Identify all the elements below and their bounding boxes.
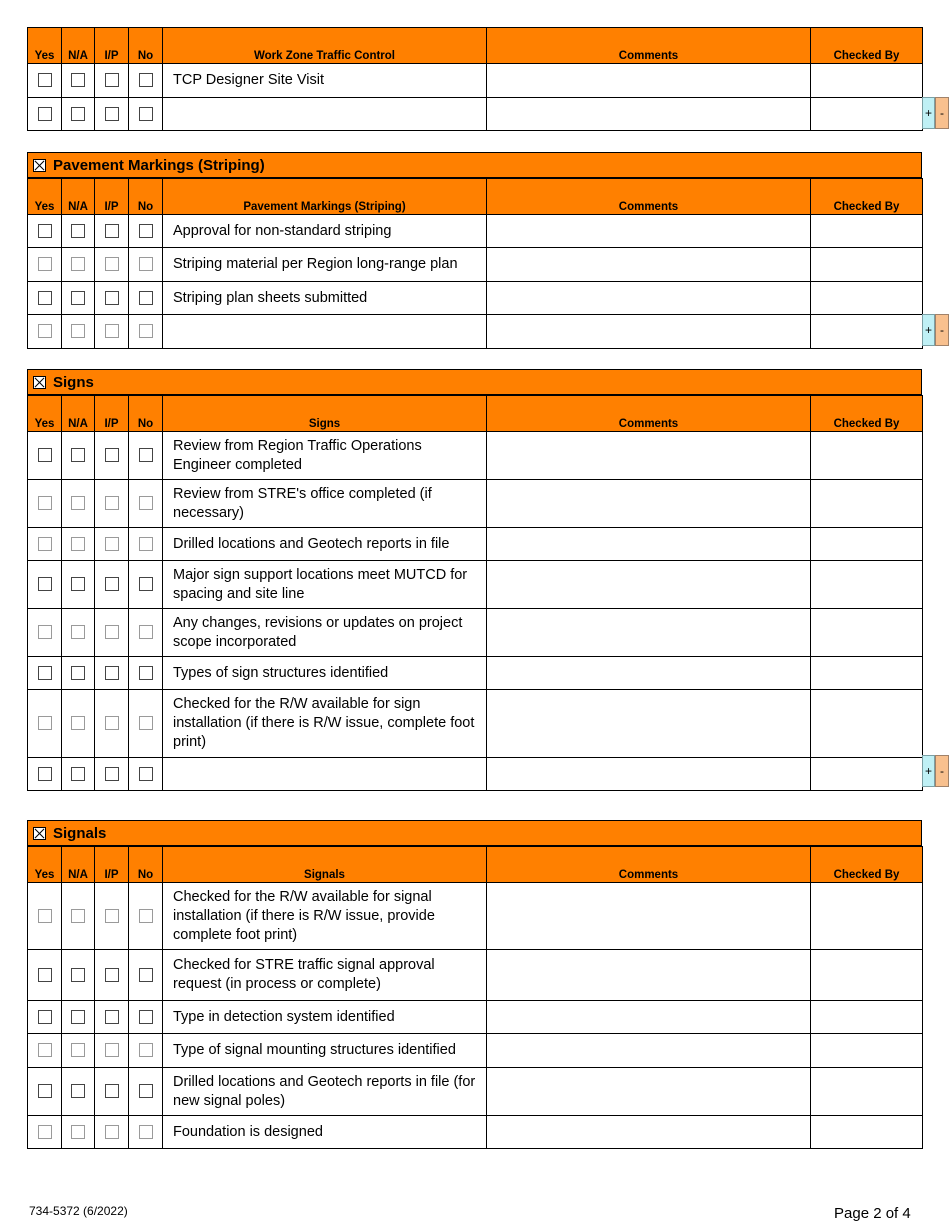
checked-by-field[interactable] — [811, 1068, 923, 1116]
yes-checkbox[interactable] — [38, 767, 52, 781]
no-checkbox[interactable] — [139, 767, 153, 781]
item-text: Type of signal mounting structures identified — [163, 1034, 487, 1068]
ip-column-header: I/P — [95, 396, 129, 432]
checked-by-field[interactable] — [811, 480, 923, 528]
form-number: 734-5372 (6/2022) — [29, 1204, 128, 1218]
page-number: Page 2 of 4 — [834, 1205, 911, 1222]
yes-checkbox[interactable] — [38, 324, 52, 338]
comments-field[interactable] — [487, 480, 811, 528]
checked-by-column-header: Checked By — [811, 179, 923, 215]
ip-checkbox[interactable] — [105, 909, 119, 923]
yes-checkbox[interactable] — [38, 968, 52, 982]
section-title: Signals — [53, 824, 107, 842]
no-column-header: No — [129, 396, 163, 432]
item-field[interactable] — [163, 758, 487, 791]
no-column-header: No — [129, 28, 163, 64]
section-toggle-checkbox[interactable] — [33, 159, 46, 172]
section-header — [27, 369, 922, 395]
comments-field[interactable] — [487, 690, 811, 758]
item-text: Approval for non-standard striping — [163, 215, 487, 248]
comments-field[interactable] — [487, 98, 811, 131]
ip-checkbox[interactable] — [105, 1010, 119, 1024]
table-row — [28, 248, 923, 282]
section-header — [27, 152, 922, 178]
ip-checkbox[interactable] — [105, 73, 119, 87]
item-field[interactable] — [163, 315, 487, 349]
ip-checkbox[interactable] — [105, 224, 119, 238]
comments-field[interactable] — [487, 528, 811, 561]
no-checkbox[interactable] — [139, 496, 153, 510]
ip-checkbox[interactable] — [105, 716, 119, 730]
table-row — [28, 1001, 923, 1034]
section-header — [27, 820, 922, 846]
yes-checkbox[interactable] — [38, 1125, 52, 1139]
checked-by-field[interactable] — [811, 690, 923, 758]
no-checkbox[interactable] — [139, 968, 153, 982]
yes-checkbox[interactable] — [38, 1010, 52, 1024]
ip-column-header: I/P — [95, 847, 129, 883]
no-checkbox[interactable] — [139, 1010, 153, 1024]
table-row — [28, 432, 923, 480]
no-checkbox[interactable] — [139, 1043, 153, 1057]
yes-checkbox[interactable] — [38, 666, 52, 680]
checked-by-field[interactable] — [811, 248, 923, 282]
na-checkbox[interactable] — [71, 1084, 85, 1098]
item-column-header: Signs — [163, 396, 487, 432]
item-text: Review from Region Traffic Operations Engineer completed — [163, 432, 487, 480]
na-checkbox[interactable] — [71, 1125, 85, 1139]
na-checkbox[interactable] — [71, 767, 85, 781]
section-title: Pavement Markings (Striping) — [53, 156, 265, 174]
comments-field[interactable] — [487, 282, 811, 315]
section-title: Signs — [53, 373, 94, 391]
pavement-table — [27, 178, 923, 349]
item-text: Striping plan sheets submitted — [163, 282, 487, 315]
na-column-header: N/A — [62, 396, 95, 432]
comments-field[interactable] — [487, 248, 811, 282]
no-column-header: No — [129, 179, 163, 215]
item-column-header: Pavement Markings (Striping) — [163, 179, 487, 215]
na-checkbox[interactable] — [71, 1010, 85, 1024]
section-toggle-checkbox[interactable] — [33, 827, 46, 840]
comments-field[interactable] — [487, 215, 811, 248]
no-checkbox[interactable] — [139, 257, 153, 271]
item-text: Types of sign structures identified — [163, 657, 487, 690]
comments-field[interactable] — [487, 1001, 811, 1034]
na-checkbox[interactable] — [71, 716, 85, 730]
ip-checkbox[interactable] — [105, 496, 119, 510]
item-text: Review from STRE's office completed (if necessary) — [163, 480, 487, 528]
checked-by-field[interactable] — [811, 315, 923, 349]
na-column-header: N/A — [62, 847, 95, 883]
ip-checkbox[interactable] — [105, 767, 119, 781]
comments-field[interactable] — [487, 758, 811, 791]
no-checkbox[interactable] — [139, 224, 153, 238]
na-checkbox[interactable] — [71, 968, 85, 982]
checked-by-field[interactable] — [811, 657, 923, 690]
comments-field[interactable] — [487, 561, 811, 609]
comments-field[interactable] — [487, 609, 811, 657]
item-text: Drilled locations and Geotech reports in file (for new signal poles) — [163, 1068, 487, 1116]
table-row — [28, 883, 923, 950]
na-checkbox[interactable] — [71, 257, 85, 271]
table-row — [28, 1034, 923, 1068]
comments-field[interactable] — [487, 657, 811, 690]
table-row — [28, 480, 923, 528]
signals-table — [27, 846, 923, 1149]
na-checkbox[interactable] — [71, 291, 85, 305]
yes-checkbox[interactable] — [38, 909, 52, 923]
comments-column-header: Comments — [487, 847, 811, 883]
no-checkbox[interactable] — [139, 537, 153, 551]
na-column-header: N/A — [62, 179, 95, 215]
comments-field[interactable] — [487, 1034, 811, 1068]
checked-by-field[interactable] — [811, 883, 923, 950]
comments-field[interactable] — [487, 950, 811, 1001]
yes-checkbox[interactable] — [38, 1043, 52, 1057]
checked-by-field[interactable] — [811, 1001, 923, 1034]
row-controls — [922, 314, 950, 346]
yes-column-header: Yes — [28, 847, 62, 883]
item-field[interactable] — [163, 98, 487, 131]
checked-by-field[interactable] — [811, 1116, 923, 1149]
na-checkbox[interactable] — [71, 666, 85, 680]
table-row — [28, 528, 923, 561]
checked-by-field[interactable] — [811, 1034, 923, 1068]
table-row — [28, 1116, 923, 1149]
ip-checkbox[interactable] — [105, 1125, 119, 1139]
ip-checkbox[interactable] — [105, 448, 119, 462]
no-column-header: No — [129, 847, 163, 883]
table-row — [28, 609, 923, 657]
item-text: Any changes, revisions or updates on project scope incorporated — [163, 609, 487, 657]
na-checkbox[interactable] — [71, 448, 85, 462]
ip-column-header: I/P — [95, 28, 129, 64]
signs-table — [27, 395, 923, 791]
checked-by-field[interactable] — [811, 215, 923, 248]
na-checkbox[interactable] — [71, 496, 85, 510]
ip-checkbox[interactable] — [105, 291, 119, 305]
ip-checkbox[interactable] — [105, 968, 119, 982]
comments-field[interactable] — [487, 432, 811, 480]
add-row-button[interactable]: + — [922, 97, 935, 129]
yes-checkbox[interactable] — [38, 73, 52, 87]
checked-by-column-header: Checked By — [811, 847, 923, 883]
ip-checkbox[interactable] — [105, 666, 119, 680]
yes-checkbox[interactable] — [38, 716, 52, 730]
na-checkbox[interactable] — [71, 577, 85, 591]
checked-by-field[interactable] — [811, 282, 923, 315]
ip-checkbox[interactable] — [105, 1084, 119, 1098]
no-checkbox[interactable] — [139, 716, 153, 730]
yes-checkbox[interactable] — [38, 257, 52, 271]
yes-checkbox[interactable] — [38, 496, 52, 510]
no-checkbox[interactable] — [139, 324, 153, 338]
no-checkbox[interactable] — [139, 73, 153, 87]
item-column-header: Signals — [163, 847, 487, 883]
na-column-header: N/A — [62, 28, 95, 64]
table-row — [28, 1068, 923, 1116]
comments-field[interactable] — [487, 883, 811, 950]
column-header-row — [28, 28, 923, 64]
na-checkbox[interactable] — [71, 224, 85, 238]
item-column-header: Work Zone Traffic Control — [163, 28, 487, 64]
na-checkbox[interactable] — [71, 324, 85, 338]
checked-by-field[interactable] — [811, 609, 923, 657]
no-checkbox[interactable] — [139, 291, 153, 305]
table-row — [28, 561, 923, 609]
ip-checkbox[interactable] — [105, 577, 119, 591]
na-checkbox[interactable] — [71, 1043, 85, 1057]
na-checkbox[interactable] — [71, 909, 85, 923]
checked-by-field[interactable] — [811, 561, 923, 609]
ip-column-header: I/P — [95, 179, 129, 215]
checked-by-field[interactable] — [811, 758, 923, 791]
item-text: Checked for STRE traffic signal approval request (in process or complete) — [163, 950, 487, 1001]
ip-checkbox[interactable] — [105, 257, 119, 271]
add-row-button[interactable]: + — [922, 314, 935, 346]
checked-by-field[interactable] — [811, 528, 923, 561]
table-row — [28, 758, 923, 791]
table-row — [28, 64, 923, 98]
ip-checkbox[interactable] — [105, 537, 119, 551]
table-row — [28, 282, 923, 315]
table-row — [28, 690, 923, 758]
remove-row-button[interactable]: - — [935, 97, 949, 129]
na-checkbox[interactable] — [71, 537, 85, 551]
item-text: Type in detection system identified — [163, 1001, 487, 1034]
yes-checkbox[interactable] — [38, 537, 52, 551]
na-checkbox[interactable] — [71, 73, 85, 87]
column-header-row — [28, 847, 923, 883]
yes-column-header: Yes — [28, 179, 62, 215]
comments-field[interactable] — [487, 1116, 811, 1149]
comments-field[interactable] — [487, 1068, 811, 1116]
item-text: Checked for the R/W available for sign installation (if there is R/W issue, complete foot print) — [163, 690, 487, 758]
ip-checkbox[interactable] — [105, 324, 119, 338]
yes-checkbox[interactable] — [38, 625, 52, 639]
checked-by-field[interactable] — [811, 432, 923, 480]
table-row — [28, 98, 923, 131]
table-row — [28, 950, 923, 1001]
checked-by-field[interactable] — [811, 98, 923, 131]
item-text: Foundation is designed — [163, 1116, 487, 1149]
ip-checkbox[interactable] — [105, 107, 119, 121]
yes-checkbox[interactable] — [38, 107, 52, 121]
table-row — [28, 315, 923, 349]
yes-checkbox[interactable] — [38, 1084, 52, 1098]
checked-by-field[interactable] — [811, 950, 923, 1001]
no-checkbox[interactable] — [139, 577, 153, 591]
comments-field[interactable] — [487, 64, 811, 98]
yes-column-header: Yes — [28, 28, 62, 64]
ip-checkbox[interactable] — [105, 625, 119, 639]
add-row-button[interactable]: + — [922, 755, 935, 787]
item-text: Drilled locations and Geotech reports in file — [163, 528, 487, 561]
yes-checkbox[interactable] — [38, 291, 52, 305]
item-text: Checked for the R/W available for signal installation (if there is R/W issue, provide complete foot print) — [163, 883, 487, 950]
comments-column-header: Comments — [487, 28, 811, 64]
yes-checkbox[interactable] — [38, 448, 52, 462]
column-header-row — [28, 179, 923, 215]
row-controls — [922, 97, 950, 129]
comments-column-header: Comments — [487, 396, 811, 432]
table-row — [28, 215, 923, 248]
remove-row-button[interactable]: - — [935, 314, 949, 346]
na-checkbox[interactable] — [71, 625, 85, 639]
comments-field[interactable] — [487, 315, 811, 349]
no-checkbox[interactable] — [139, 448, 153, 462]
yes-checkbox[interactable] — [38, 577, 52, 591]
checked-by-column-header: Checked By — [811, 28, 923, 64]
no-checkbox[interactable] — [139, 625, 153, 639]
no-checkbox[interactable] — [139, 107, 153, 121]
yes-checkbox[interactable] — [38, 224, 52, 238]
checked-by-field[interactable] — [811, 64, 923, 98]
no-checkbox[interactable] — [139, 909, 153, 923]
item-text: Striping material per Region long-range plan — [163, 248, 487, 282]
yes-column-header: Yes — [28, 396, 62, 432]
section-toggle-checkbox[interactable] — [33, 376, 46, 389]
checked-by-column-header: Checked By — [811, 396, 923, 432]
item-text: Major sign support locations meet MUTCD for spacing and site line — [163, 561, 487, 609]
no-checkbox[interactable] — [139, 1125, 153, 1139]
comments-column-header: Comments — [487, 179, 811, 215]
no-checkbox[interactable] — [139, 666, 153, 680]
table-row — [28, 657, 923, 690]
column-header-row — [28, 396, 923, 432]
ip-checkbox[interactable] — [105, 1043, 119, 1057]
row-controls — [922, 755, 950, 787]
no-checkbox[interactable] — [139, 1084, 153, 1098]
work-zone-table — [27, 27, 923, 131]
remove-row-button[interactable]: - — [935, 755, 949, 787]
na-checkbox[interactable] — [71, 107, 85, 121]
item-text: TCP Designer Site Visit — [163, 64, 487, 98]
